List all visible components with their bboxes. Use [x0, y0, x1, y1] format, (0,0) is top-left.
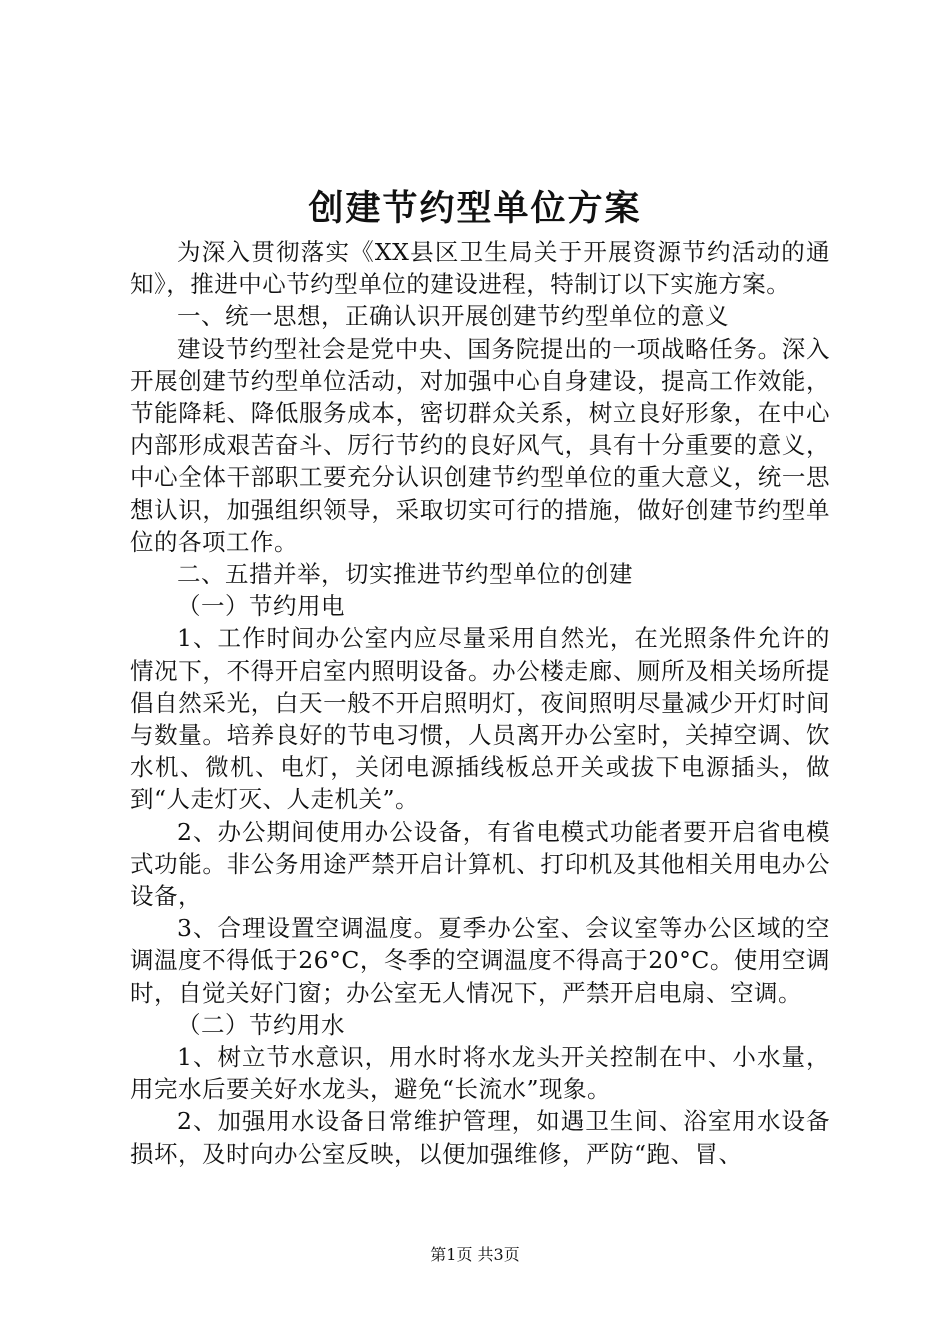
subsection-heading-water: （二）节约用水: [177, 1010, 345, 1039]
document-body: [130, 236, 830, 1170]
paragraph-water-2: 2、加强用水设备日常维护管理，如遇卫生间、浴室用水设备损坏，及时向办公室反映，以便加强维修，严防“跑、冒、: [130, 1107, 830, 1168]
paragraph-electricity-2: 2、办公期间使用办公设备，有省电模式功能者要开启省电模式功能。非公务用途严禁开启计算机、打印机及其他相关用电办公设备，: [130, 817, 830, 911]
paragraph-intro: 为深入贯彻落实《XX县区卫生局关于开展资源节约活动的通知》，推进中心节约型单位的建设进程，特制订以下实施方案。: [130, 238, 830, 299]
page-footer: 第1页 共3页: [430, 1245, 520, 1264]
document-title: 创建节约型单位方案: [308, 188, 642, 229]
subsection-heading-electricity: （一）节约用电: [177, 592, 345, 621]
section-heading-1: 一、统一思想，正确认识开展创建节约型单位的意义: [177, 302, 729, 331]
section-heading-2: 二、五措并举，切实推进节约型单位的创建: [177, 560, 633, 589]
paragraph-electricity-1: 1、工作时间办公室内应尽量采用自然光，在光照条件允许的情况下，不得开启室内照明设备。办公楼走廊、厕所及相关场所提倡自然采光，白天一般不开启照明灯，夜间照明尽量减少开灯时间与数量。培养良好的节电习惯，人员离开办公室时，关掉空调、饮水机、微机、电灯，关闭电源插线板总开关或拔下电源插头，做到“人走灯灭、人走机关”。: [130, 624, 830, 814]
paragraph-water-1: 1、树立节水意识，用水时将水龙头开关控制在中、小水量，用完水后要关好水龙头，避免“长流水”现象。: [130, 1043, 830, 1104]
paragraph-electricity-3: 3、合理设置空调温度。夏季办公室、会议室等办公区域的空调温度不得低于26°C，冬季的空调温度不得高于20°C。使用空调时，自觉关好门窗；办公室无人情况下，严禁开启电扇、空调。: [130, 914, 830, 1007]
paragraph-significance: 建设节约型社会是党中央、国务院提出的一项战略任务。深入开展创建节约型单位活动，对加强中心自身建设，提高工作效能，节能降耗、降低服务成本，密切群众关系，树立良好形象，在中心内部形成艰苦奋斗、厉行节约的良好风气，具有十分重要的意义，中心全体干部职工要充分认识创建节约型单位的重大意义，统一思想认识，加强组织领导，采取切实可行的措施，做好创建节约型单位的各项工作。: [130, 334, 830, 556]
